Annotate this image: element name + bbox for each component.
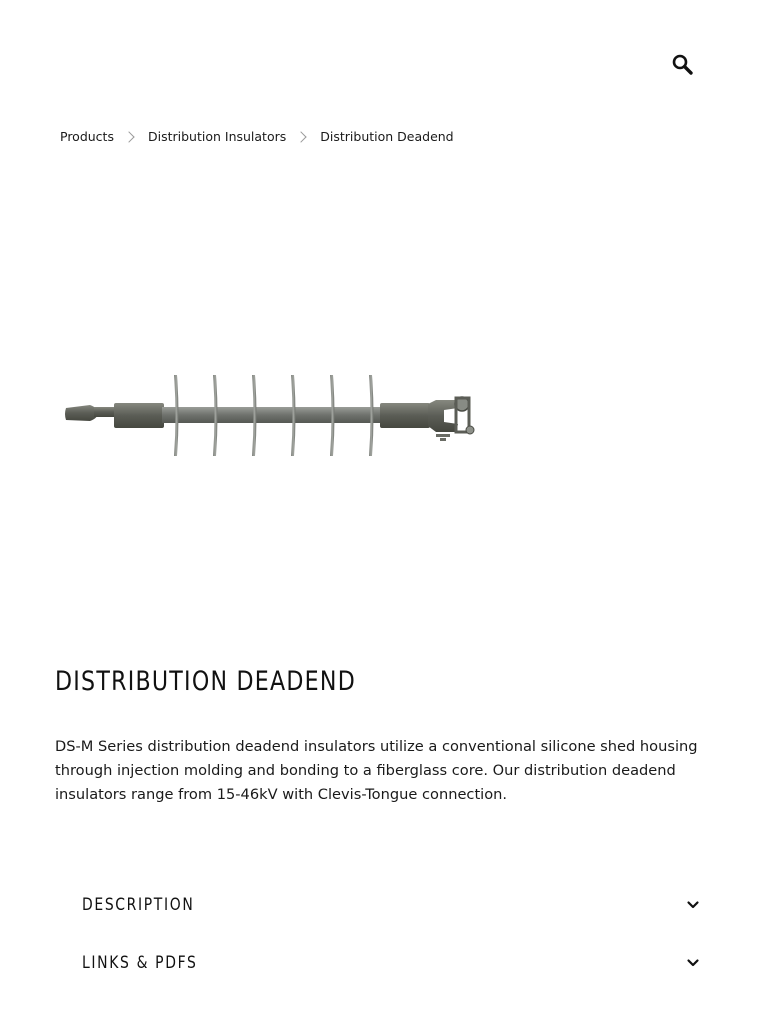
accordion-description[interactable]: [82, 890, 700, 920]
breadcrumb-item-distribution-insulators[interactable]: Distribution Insulators: [147, 129, 287, 144]
breadcrumb-item-products[interactable]: Products: [60, 129, 114, 144]
chevron-down-icon: [686, 898, 700, 912]
chevron-right-icon: [123, 131, 134, 142]
accordion-label-links-pdfs: LINKS & PDFS: [82, 953, 198, 973]
product-description: DS-M Series distribution deadend insulators utilize a conventional silicone shed housing through injection molding and bonding to a fiberglass core. Our distribution deadend insulators range from 15-46kV with Clevis-Tongue connection.: [55, 738, 698, 803]
accordion-links-pdfs[interactable]: [82, 948, 700, 978]
product-image: [60, 360, 484, 470]
chevron-right-icon: [296, 131, 307, 142]
page-title: DISTRIBUTION DEADEND: [55, 666, 356, 697]
accordion-label-description: DESCRIPTION: [82, 895, 195, 915]
breadcrumb-item-current: Distribution Deadend: [320, 129, 454, 144]
search-button[interactable]: [670, 52, 696, 78]
search-icon: [670, 52, 696, 78]
chevron-down-icon: [686, 956, 700, 970]
breadcrumb: [60, 129, 454, 144]
